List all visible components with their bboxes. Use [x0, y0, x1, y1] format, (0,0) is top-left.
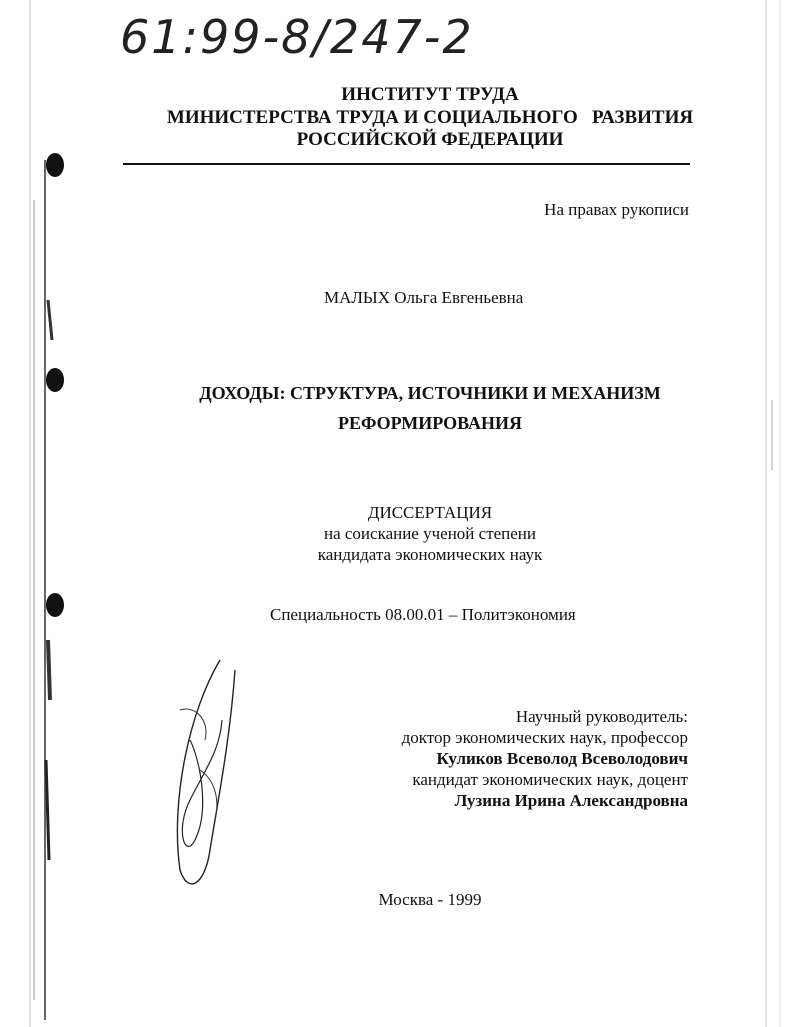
institution-line-3: РОССИЙСКОЙ ФЕДЕРАЦИИ [296, 129, 564, 150]
specialty: Специальность 08.00.01 – Политэкономия [270, 605, 576, 624]
institution-line-1: ИНСТИТУТ ТРУДА [341, 84, 519, 105]
advisor1-degree: доктор экономических наук, профессор [401, 728, 688, 747]
scan-margin-left [0, 0, 70, 1027]
manuscript-note: На правах рукописи [544, 200, 689, 219]
handwritten-code: 61:99-8/247-2 [120, 10, 474, 64]
advisor2-degree: кандидат экономических наук, доцент [412, 770, 688, 789]
dissertation-line-3: кандидата экономических наук [317, 545, 543, 564]
signature [160, 650, 280, 900]
advisor-label: Научный руководитель: [515, 707, 688, 726]
dissertation-heading: ДИССЕРТАЦИЯ [367, 503, 493, 522]
advisor2-name: Лузина Ирина Александровна [454, 791, 688, 810]
institution-line-2: МИНИСТЕРСТВА ТРУДА И СОЦИАЛЬНОГО РАЗВИТИЯ [166, 107, 694, 128]
author-name: МАЛЫХ Ольга Евгеньевна [324, 288, 524, 307]
title-line-1: ДОХОДЫ: СТРУКТУРА, ИСТОЧНИКИ И МЕХАНИЗМ [199, 383, 661, 403]
advisor1-name: Куликов Всеволод Всеволодович [436, 749, 688, 768]
scan-margin-right [752, 0, 796, 1027]
header-divider [123, 163, 690, 165]
city-year: Москва - 1999 [378, 890, 482, 909]
dissertation-line-2: на соискание ученой степени [323, 524, 537, 543]
advisors-block [402, 706, 688, 811]
title-line-2: РЕФОРМИРОВАНИЯ [337, 413, 523, 433]
